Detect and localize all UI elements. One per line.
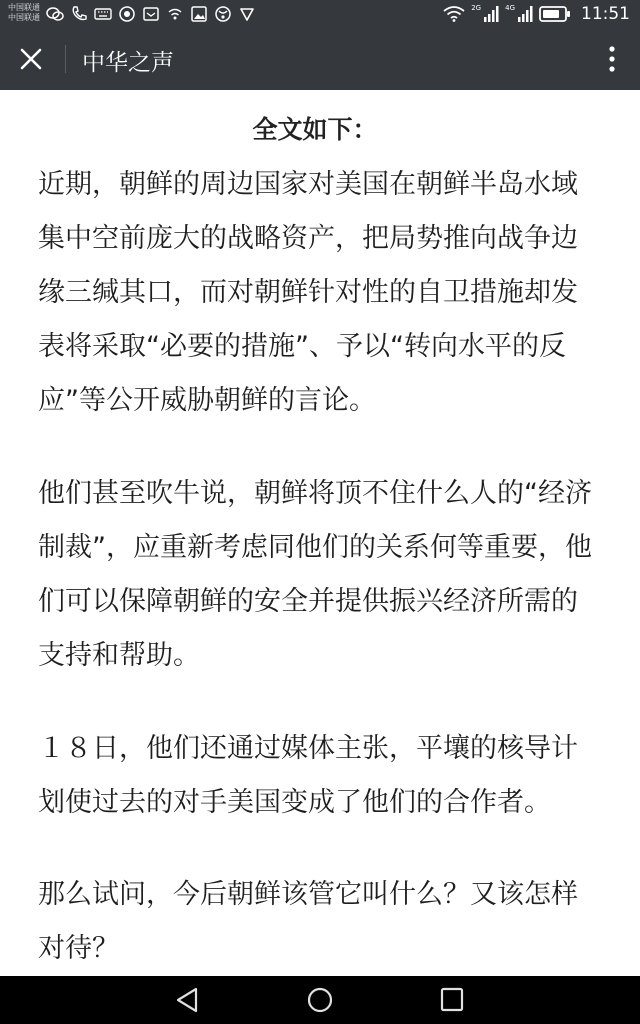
carrier-info xyxy=(8,3,40,23)
wechat-icon xyxy=(46,5,64,23)
network-type-1: 2G xyxy=(471,4,482,12)
signal-bars-icon xyxy=(517,6,533,22)
status-clock: 11:51 xyxy=(581,4,630,24)
article-paragraph: 那么试问，今后朝鲜该管它叫什么？又该怎样对待？ xyxy=(38,879,578,964)
title-divider xyxy=(65,45,66,73)
battery-icon xyxy=(539,6,571,22)
phone-icon xyxy=(70,5,88,23)
disturb-icon xyxy=(214,5,232,23)
network-type-2: 4G xyxy=(505,4,515,12)
mail-icon xyxy=(142,5,160,23)
carrier-label-2: 中国联通 xyxy=(8,13,40,22)
article-paragraph: 他们甚至吹牛说，朝鲜将顶不住什么人的“经济制裁”，应重新考虑同他们的关系何等重要，他们可以保障朝鲜的安全并提供振兴经济所需的支持和帮助。 xyxy=(38,478,592,671)
recent-apps-button[interactable] xyxy=(437,986,467,1014)
article-paragraph: １８日，他们还通过媒体主张，平壤的核导计划使过去的对手美国变成了他们的合作者。 xyxy=(38,733,578,818)
article-content[interactable] xyxy=(0,90,640,976)
back-triangle-icon xyxy=(172,986,202,1014)
notification-icons xyxy=(46,5,256,23)
keyboard-icon xyxy=(94,5,112,23)
recent-square-icon xyxy=(437,986,467,1014)
location-icon xyxy=(118,5,136,23)
article-heading: 全文如下： xyxy=(252,115,378,144)
close-button[interactable] xyxy=(14,42,48,76)
status-bar xyxy=(0,0,640,28)
more-options-button[interactable] xyxy=(602,42,622,76)
page-title: 中华之声 xyxy=(82,50,174,76)
shield-icon xyxy=(238,5,256,23)
close-icon xyxy=(14,42,48,76)
more-vertical-icon xyxy=(602,42,622,76)
image-icon xyxy=(190,5,208,23)
home-circle-icon xyxy=(305,986,335,1014)
status-right-group xyxy=(443,4,630,24)
carrier-label-1: 中国联通 xyxy=(8,3,40,12)
back-button[interactable] xyxy=(172,986,202,1014)
title-bar xyxy=(0,28,640,90)
article-paragraph: 近期，朝鲜的周边国家对美国在朝鲜半岛水域集中空前庞大的战略资产，把局势推向战争边缘三缄其口，而对朝鲜针对性的自卫措施却发表将采取“必要的措施”、予以“转向水平的反应”等公开威胁朝鲜的言论。 xyxy=(38,169,578,416)
home-button[interactable] xyxy=(305,986,335,1014)
signal-icon xyxy=(166,5,184,23)
signal-bars-icon xyxy=(483,6,499,22)
navigation-bar xyxy=(0,976,640,1024)
wifi-icon xyxy=(443,6,465,22)
